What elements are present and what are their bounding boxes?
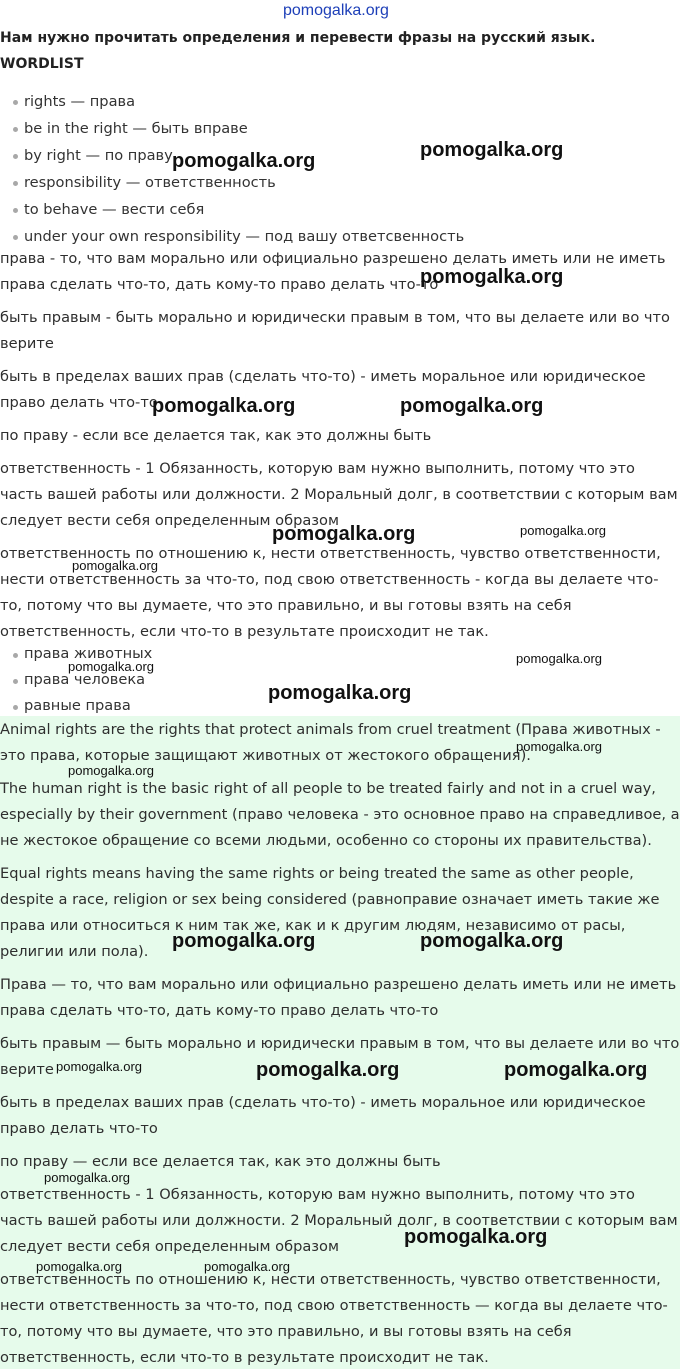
watermark: pomogalka.org	[420, 930, 564, 952]
watermark: pomogalka.org	[204, 1259, 290, 1274]
watermark: pomogalka.org	[520, 523, 606, 538]
watermark: pomogalka.org	[68, 659, 154, 674]
definition-paragraph: ответственность по отношению к, нести ответственность, чувство ответственности, нести ответственность за что-то, под свою ответственность - когда вы делаете что-то, потому что вы думаете, что это правильно, и вы готовы взять на себя ответственность, если что-то в результате происходит не так.	[0, 545, 661, 640]
answer-paragraph: The human right is the basic right of all people to be treated fairly and not in a cruel way, especially by their government (право человека - это основное право на справедливое, а не жестокое обращение со всеми людьми, особенно со стороны их правительства).	[0, 780, 680, 849]
definition-paragraph: права - то, что вам морально или официально разрешено делать иметь или не иметь права сделать что-то, дать кому-то право делать что-то	[0, 250, 666, 293]
answer-paragraph: Equal rights means having the same rights or being treated the same as other people, despite a race, religion or sex being considered (равноправие означает иметь такие же права или относиться к ним так же, как и к другим людям, независимо от расы, религии или пола).	[0, 865, 660, 960]
site-watermark-top: pomogalka.org	[283, 2, 389, 19]
watermark: pomogalka.org	[400, 395, 544, 417]
list-item: be in the right — быть вправе	[0, 115, 680, 142]
list-item: under your own responsibility — под вашу ответсвенность	[0, 223, 680, 250]
answer-paragraph: по праву — если все делается так, как это должны быть	[0, 1153, 441, 1170]
list-item: by right — по праву	[0, 142, 680, 169]
answer-paragraph: ответственность - 1 Обязанность, которую вам нужно выполнить, потому что это часть вашей работы или должности. 2 Моральный долг, в соответствии с которым вам следует вести себя определенным образом	[0, 1186, 678, 1255]
list-item: права животных	[0, 641, 680, 667]
answer-paragraph: Animal rights are the rights that protect animals from cruel treatment (Права животных - это права, которые защищают животных от жестокого обращения).	[0, 721, 661, 764]
list-item: to behave — вести себя	[0, 196, 680, 223]
wordlist	[0, 88, 680, 250]
watermark: pomogalka.org	[152, 395, 296, 417]
wordlist-title: WORDLIST	[0, 56, 84, 72]
watermark: pomogalka.org	[56, 1059, 142, 1074]
watermark: pomogalka.org	[68, 763, 154, 778]
definition-paragraph: быть в пределах ваших прав (сделать что-то) - иметь моральное или юридическое право делать что-то	[0, 368, 646, 411]
answer-paragraph: быть правым — быть морально и юридически правым в том, что вы делаете или во что верите	[0, 1035, 680, 1078]
definition-paragraph: ответственность - 1 Обязанность, которую вам нужно выполнить, потому что это часть вашей работы или должности. 2 Моральный долг, в соответствии с которым вам следует вести себя определенным образом	[0, 460, 678, 529]
list-item: rights — права	[0, 88, 680, 115]
definition-paragraph: по праву - если все делается так, как это должны быть	[0, 427, 432, 444]
watermark: pomogalka.org	[44, 1170, 130, 1185]
watermark: pomogalka.org	[172, 150, 316, 172]
watermark: pomogalka.org	[404, 1226, 548, 1248]
watermark: pomogalka.org	[72, 558, 158, 573]
watermark: pomogalka.org	[256, 1059, 400, 1081]
watermark: pomogalka.org	[268, 682, 412, 704]
intro-text: Нам нужно прочитать определения и перевести фразы на русский язык.	[0, 30, 596, 46]
answer-paragraph: ответственность по отношению к, нести ответственность, чувство ответственности, нести ответственность за что-то, под свою ответственность — когда вы делаете что-то, потому что вы думаете, что это правильно, и вы готовы взять на себя ответственность, если что-то в результате происходит не так.	[0, 1271, 668, 1366]
watermark: pomogalka.org	[420, 139, 564, 161]
list-item: права человека	[0, 667, 680, 693]
answer-paragraph: быть в пределах ваших прав (сделать что-то) - иметь моральное или юридическое право делать что-то	[0, 1094, 646, 1137]
list-item: равные права	[0, 693, 680, 719]
watermark: pomogalka.org	[504, 1059, 648, 1081]
answer-paragraph: Права — то, что вам морально или официально разрешено делать иметь или не иметь права сделать что-то, дать кому-то право делать что-то	[0, 976, 677, 1019]
list-item: responsibility — ответственность	[0, 169, 680, 196]
watermark: pomogalka.org	[272, 523, 416, 545]
watermark: pomogalka.org	[172, 930, 316, 952]
watermark: pomogalka.org	[516, 651, 602, 666]
definition-paragraph: быть правым - быть морально и юридически правым в том, что вы делаете или во что верите	[0, 309, 670, 352]
watermark: pomogalka.org	[516, 739, 602, 754]
watermark: pomogalka.org	[420, 266, 564, 288]
watermark: pomogalka.org	[36, 1259, 122, 1274]
